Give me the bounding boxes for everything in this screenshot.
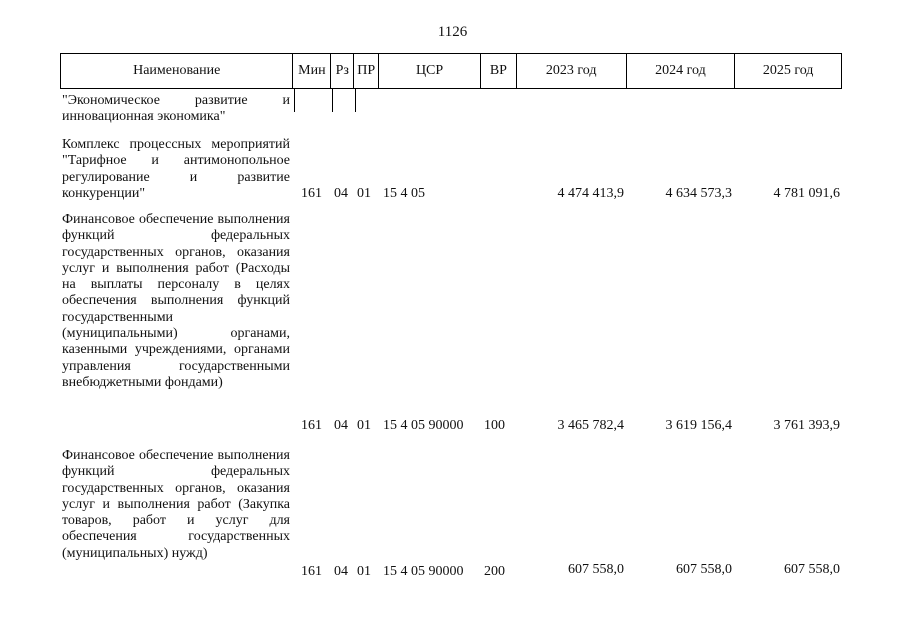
row-2024: 3 619 156,4 [665, 418, 732, 433]
row-2025: 3 761 393,9 [773, 418, 840, 433]
header-min: Мин [293, 54, 331, 88]
row-2025: 4 781 091,6 [773, 186, 840, 201]
table-header [60, 53, 842, 89]
row-2025: 607 558,0 [784, 562, 840, 577]
header-rz: Рз [331, 54, 354, 88]
row-name: Финансовое обеспечение выполнения функций федеральных государственных органов, оказания услуг и выполнения работ (Закупка товаров, работ и услуг для обеспечения государственных (муниципальных) нужд) [62, 448, 290, 561]
row-csr: 15 4 05 [383, 186, 425, 201]
header-vr: ВР [481, 54, 517, 88]
row-name: "Экономическое развитие и инновационная экономика" [62, 93, 290, 125]
row-csr: 15 4 05 90000 [383, 418, 464, 433]
row-2023: 607 558,0 [568, 562, 624, 577]
row-name: Финансовое обеспечение выполнения функций федеральных государственных органов, оказания услуг и выполнения работ (Расходы на выплаты персоналу в целях обеспечения выполнения функций государственными (муниципальными) органами, казенными учреждениями, органами управления государственными внебюджетными фондами) [62, 212, 290, 390]
header-csr: ЦСР [379, 54, 481, 88]
header-2024: 2024 год [627, 54, 736, 88]
row-rz: 04 [334, 564, 348, 579]
header-pr: ПР [354, 54, 379, 88]
row-2024: 4 634 573,3 [665, 186, 732, 201]
row-min: 161 [301, 418, 322, 433]
row-min: 161 [301, 564, 322, 579]
row-2023: 4 474 413,9 [557, 186, 624, 201]
row-pr: 01 [357, 564, 371, 579]
row-name: Комплекс процессных мероприятий "Тарифное и антимонопольное регулирование и развитие конкуренции" [62, 137, 290, 201]
header-2025: 2025 год [762, 63, 814, 78]
row-pr: 01 [357, 418, 371, 433]
header-2023: 2023 год [517, 54, 627, 88]
row-vr: 100 [484, 418, 505, 433]
row-min: 161 [301, 186, 322, 201]
row-pr: 01 [357, 186, 371, 201]
row-csr: 15 4 05 90000 [383, 564, 464, 579]
page-number: 1126 [437, 24, 468, 40]
header-name: Наименование [61, 54, 293, 88]
row-vr: 200 [484, 564, 505, 579]
row-rz: 04 [334, 418, 348, 433]
row-2023: 3 465 782,4 [557, 418, 624, 433]
row-2024: 607 558,0 [676, 562, 732, 577]
row-rz: 04 [334, 186, 348, 201]
